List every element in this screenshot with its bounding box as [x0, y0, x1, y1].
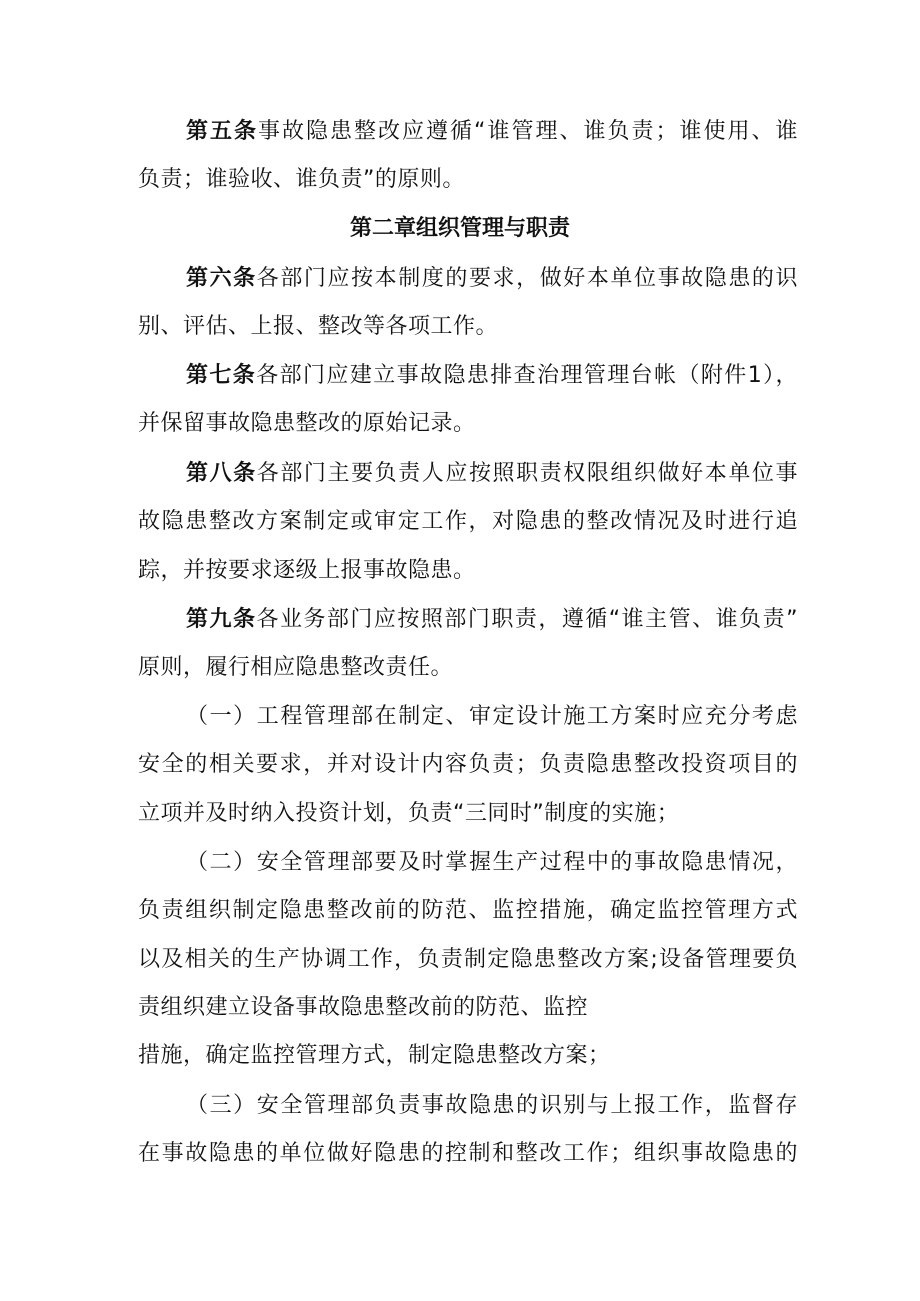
item-1-line-1: （一）工程管理部在制定、审定设计施工方案时应充分考虑 [186, 704, 798, 729]
article-9-line-1 [186, 605, 798, 635]
item-2-line-2: 负责组织制定隐患整改前的防范、监控措施，确定监控管理方式 [138, 898, 798, 923]
item-3-line-1: （三）安全管理部负责事故隐患的识别与上报工作，监督存 [186, 1093, 798, 1118]
item-2-line-4: 责组织建立设备事故隐患整改前的防范、监控 [138, 995, 589, 1020]
chapter-2-heading: 第二章组织管理与职责 [349, 216, 570, 241]
item-2-line-5: 措施，确定监控管理方式，制定隐患整改方案； [138, 1043, 611, 1068]
article-7-line-2: 并保留事故隐患整改的原始记录。 [138, 411, 476, 436]
article-9-text-1: 各业务部门应按照部门职责，遵循“谁主管、谁负责” [256, 607, 798, 632]
item-2-line-1: （二）安全管理部要及时掌握生产过程中的事故隐患情况， [186, 850, 798, 875]
article-6-text-1: 各部门应按本制度的要求，做好本单位事故隐患的识 [256, 266, 798, 291]
article-5-line-1 [186, 117, 798, 147]
article-8-line-1 [186, 459, 798, 489]
item-1-line-3: 立项并及时纳入投资计划，负责“三同时”制度的实施； [138, 801, 680, 826]
article-5-title: 第五条 [186, 119, 259, 144]
item-3-line-2: 在事故隐患的单位做好隐患的控制和整改工作；组织事故隐患的 [138, 1141, 798, 1166]
article-8-line-2: 故隐患整改方案制定或审定工作，对隐患的整改情况及时进行追 [138, 509, 798, 534]
article-8-line-3: 踪，并按要求逐级上报事故隐患。 [138, 558, 476, 583]
article-8-text-1: 各部门主要负责人应按照职责权限组织做好本单位事 [256, 461, 798, 486]
article-8-title: 第八条 [186, 461, 257, 486]
article-5-line-2: 负责；谁验收、谁负责”的原则。 [138, 167, 465, 192]
item-2-line-3: 以及相关的生产协调工作，负责制定隐患整改方案;设备管理要负 [138, 947, 798, 972]
article-6-line-1 [186, 264, 798, 294]
article-6-title: 第六条 [186, 266, 257, 291]
article-9-line-2: 原则，履行相应隐患整改责任。 [138, 655, 454, 680]
article-9-title: 第九条 [186, 607, 257, 632]
article-6-line-2: 别、评估、上报、整改等各项工作。 [138, 314, 499, 339]
article-7-line-1 [186, 361, 798, 391]
article-5-text-1: 事故隐患整改应遵循“谁管理、谁负责；谁使用、谁 [258, 119, 798, 144]
article-7-text-1: 各部门应建立事故隐患排查治理管理台帐（附件1）， [256, 363, 798, 388]
item-1-line-2: 安全的相关要求，并对设计内容负责；负责隐患整改投资项目的 [138, 752, 798, 777]
article-7-title: 第七条 [186, 363, 257, 388]
